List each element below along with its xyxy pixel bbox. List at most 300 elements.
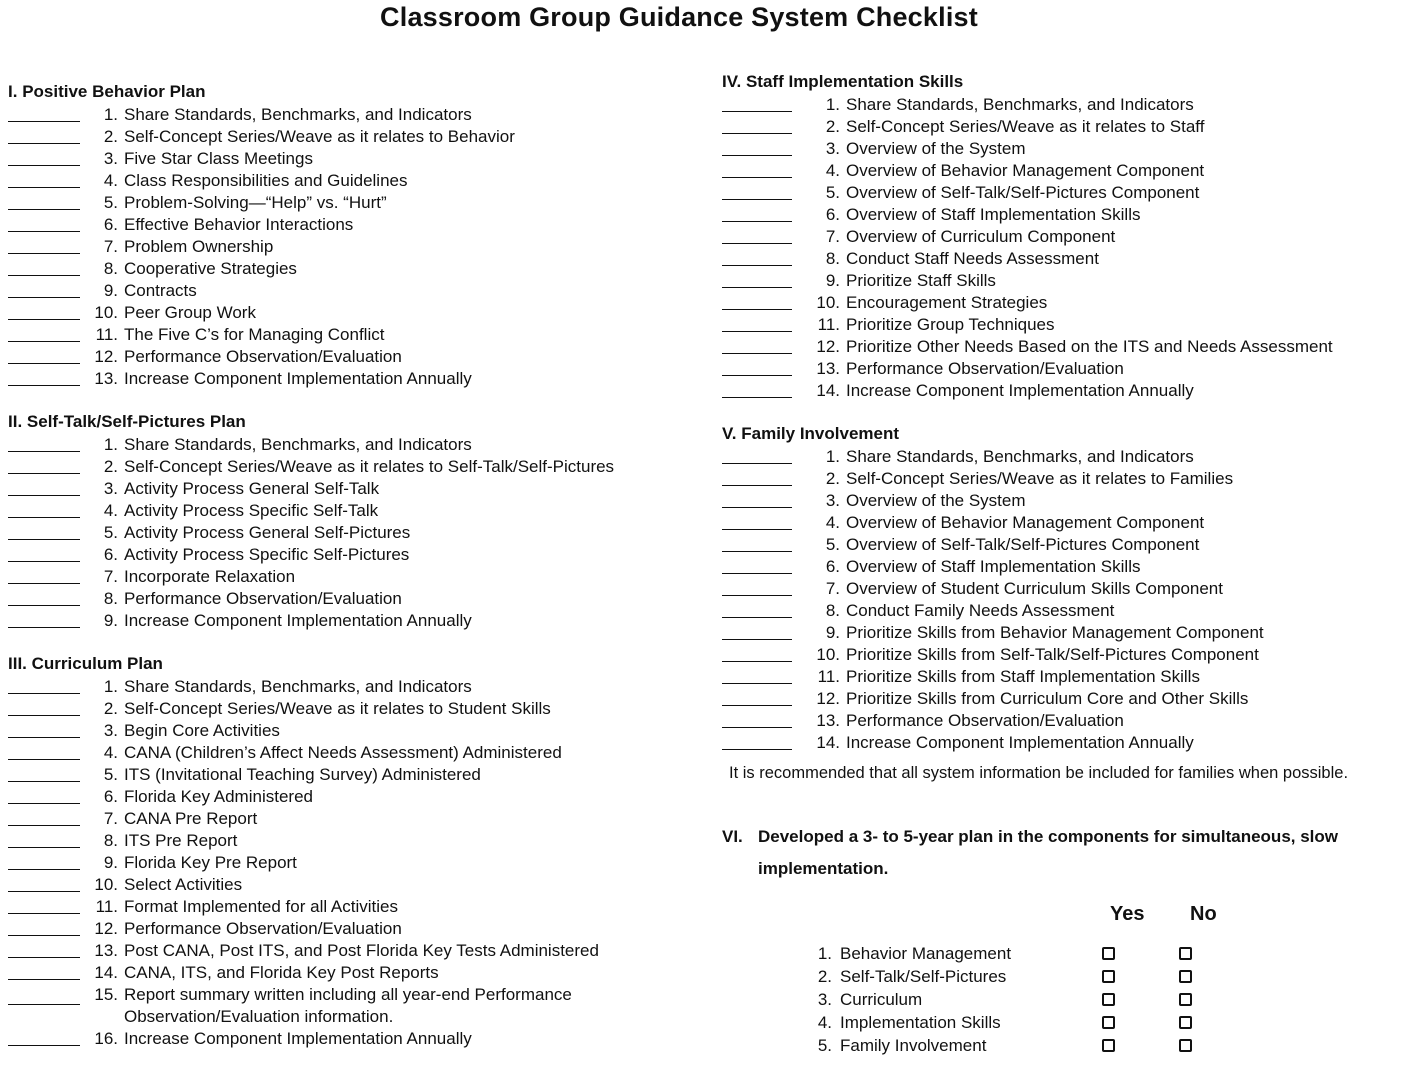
item-number: 3.	[825, 139, 840, 158]
blank-line[interactable]	[722, 97, 792, 112]
yes-checkbox[interactable]	[1102, 970, 1115, 983]
item-label: Self-Concept Series/Weave as it relates to Staff	[846, 117, 1205, 136]
item-label: Contracts	[124, 281, 197, 300]
item-label: Prioritize Skills from Behavior Management Component	[846, 623, 1264, 642]
checklist-item	[8, 214, 698, 236]
checklist-item	[722, 644, 1407, 666]
checklist-item	[8, 676, 698, 698]
item-number: 5.	[817, 1035, 832, 1055]
checklist-item	[722, 270, 1407, 292]
checklist-item	[722, 204, 1407, 226]
plan-heading	[722, 821, 1407, 885]
item-number: 16.	[94, 1029, 118, 1048]
checklist-item	[8, 874, 698, 896]
yes-checkbox[interactable]	[1102, 1016, 1115, 1029]
section-title: Self-Talk/Self-Pictures Plan	[26, 412, 246, 431]
item-number: 4.	[825, 513, 840, 532]
item-label: Performance Observation/Evaluation	[124, 347, 402, 366]
item-number: 1.	[825, 447, 840, 466]
checklist-item	[8, 104, 698, 126]
blank-line[interactable]	[8, 679, 80, 694]
checklist-item	[8, 962, 698, 984]
checklist-item	[722, 138, 1407, 160]
item-number: 12.	[816, 689, 840, 708]
item-label: CANA Pre Report	[124, 809, 258, 828]
blank-line[interactable]	[8, 767, 80, 782]
item-label: Prioritize Group Techniques	[846, 315, 1055, 334]
blank-line[interactable]	[8, 305, 80, 320]
item-number: 2.	[103, 127, 118, 146]
item-number: 14.	[94, 963, 118, 982]
no-checkbox[interactable]	[1179, 993, 1192, 1006]
item-number: 13.	[816, 359, 840, 378]
item-label: Cooperative Strategies	[124, 259, 297, 278]
section-numeral: VI.	[722, 827, 743, 846]
blank-line[interactable]	[722, 581, 792, 596]
blank-line[interactable]	[8, 173, 80, 188]
item-label: Overview of Student Curriculum Skills Component	[846, 579, 1223, 598]
item-number: 3.	[103, 479, 118, 498]
section-heading	[8, 652, 698, 676]
blank-line[interactable]	[8, 943, 80, 958]
item-number: 6.	[103, 215, 118, 234]
yes-no-list	[722, 942, 1407, 1057]
item-label: Performance Observation/Evaluation	[124, 919, 402, 938]
item-label: Self-Concept Series/Weave as it relates to Behavior	[124, 127, 515, 146]
item-number: 2.	[825, 469, 840, 488]
item-label: Performance Observation/Evaluation	[846, 711, 1124, 730]
no-checkbox[interactable]	[1179, 1016, 1192, 1029]
item-number: 10.	[816, 645, 840, 664]
item-label: Overview of Self-Talk/Self-Pictures Component	[846, 535, 1200, 554]
item-label: Share Standards, Benchmarks, and Indicators	[124, 435, 472, 454]
checklist-item	[8, 434, 698, 456]
blank-line[interactable]	[8, 327, 80, 342]
item-label: Share Standards, Benchmarks, and Indicators	[124, 677, 472, 696]
item-number: 13.	[816, 711, 840, 730]
blank-line[interactable]	[8, 833, 80, 848]
item-number: 14.	[816, 733, 840, 752]
blank-line[interactable]	[8, 745, 80, 760]
item-label: The Five C’s for Managing Conflict	[124, 325, 385, 344]
checklist-item	[8, 830, 698, 852]
blank-line[interactable]	[8, 811, 80, 826]
checklist-item	[722, 556, 1407, 578]
checklist-item	[8, 588, 698, 610]
item-label: Share Standards, Benchmarks, and Indicators	[124, 105, 472, 124]
yes-checkbox[interactable]	[1102, 947, 1115, 960]
checklist-item	[8, 610, 698, 632]
checklist-item	[8, 742, 698, 764]
blank-line[interactable]	[722, 229, 792, 244]
item-number: 8.	[103, 831, 118, 850]
checklist-item	[8, 720, 698, 742]
checklist-item	[8, 522, 698, 544]
yes-checkbox[interactable]	[1102, 993, 1115, 1006]
item-label: Self-Talk/Self-Pictures	[840, 966, 1007, 986]
item-label: Increase Component Implementation Annually	[124, 1029, 472, 1048]
checklist-item	[722, 248, 1407, 270]
checklist-item	[8, 852, 698, 874]
blank-line[interactable]	[8, 459, 80, 474]
blank-line[interactable]	[8, 921, 80, 936]
section-title: Curriculum Plan	[31, 654, 163, 673]
yes-no-row	[722, 965, 1407, 988]
item-number: 5.	[825, 183, 840, 202]
blank-line[interactable]	[8, 503, 80, 518]
blank-line[interactable]	[722, 317, 792, 332]
item-number: 7.	[103, 237, 118, 256]
blank-line[interactable]	[8, 371, 80, 386]
blank-line[interactable]	[8, 217, 80, 232]
section-heading	[8, 410, 698, 434]
blank-line[interactable]	[8, 613, 80, 628]
blank-line[interactable]	[722, 119, 792, 134]
item-number: 5.	[825, 535, 840, 554]
no-checkbox[interactable]	[1179, 970, 1192, 983]
blank-line[interactable]	[722, 735, 792, 750]
blank-line[interactable]	[722, 647, 792, 662]
item-number: 2.	[825, 117, 840, 136]
checklist-item	[8, 170, 698, 192]
blank-line[interactable]	[722, 603, 792, 618]
checklist-item	[8, 500, 698, 522]
checklist-item	[722, 688, 1407, 710]
item-label: Problem-Solving—“Help” vs. “Hurt”	[124, 193, 387, 212]
checklist-item	[722, 116, 1407, 138]
item-label: Overview of Staff Implementation Skills	[846, 557, 1141, 576]
item-label: Performance Observation/Evaluation	[846, 359, 1124, 378]
blank-line[interactable]	[8, 239, 80, 254]
item-label: Prioritize Staff Skills	[846, 271, 996, 290]
blank-line[interactable]	[722, 625, 792, 640]
page-title: Classroom Group Guidance System Checklist	[380, 2, 978, 32]
blank-line[interactable]	[722, 383, 792, 398]
item-number: 6.	[103, 545, 118, 564]
item-label: Overview of Behavior Management Component	[846, 513, 1205, 532]
item-number: 11.	[95, 897, 118, 916]
item-label: Peer Group Work	[124, 303, 256, 322]
item-label: Increase Component Implementation Annually	[124, 611, 472, 630]
item-number: 8.	[103, 589, 118, 608]
checklist-item	[8, 280, 698, 302]
item-label: Select Activities	[124, 875, 243, 894]
yes-no-row	[722, 988, 1407, 1011]
checklist-item	[722, 578, 1407, 600]
blank-line[interactable]	[722, 163, 792, 178]
item-label: Overview of the System	[846, 491, 1026, 510]
blank-line[interactable]	[8, 591, 80, 606]
blank-line[interactable]	[8, 547, 80, 562]
item-label: Share Standards, Benchmarks, and Indicators	[846, 95, 1194, 114]
blank-line[interactable]	[8, 899, 80, 914]
no-checkbox[interactable]	[1179, 1039, 1192, 1052]
blank-line[interactable]	[8, 569, 80, 584]
blank-line[interactable]	[8, 701, 80, 716]
checklist-item	[722, 534, 1407, 556]
item-number: 1.	[103, 435, 118, 454]
item-label: Activity Process Specific Self-Pictures	[124, 545, 410, 564]
section-heading	[722, 422, 1407, 446]
item-number: 5.	[103, 193, 118, 212]
checklist-curriculum	[8, 676, 698, 1050]
item-number: 12.	[94, 919, 118, 938]
item-label: Incorporate Relaxation	[124, 567, 296, 586]
blank-line[interactable]	[8, 151, 80, 166]
blank-line[interactable]	[8, 261, 80, 276]
blank-line[interactable]	[722, 339, 792, 354]
item-label: Increase Component Implementation Annually	[846, 381, 1194, 400]
item-label: Prioritize Other Needs Based on the ITS and Needs Assessment	[846, 337, 1333, 356]
item-label: Self-Concept Series/Weave as it relates to Self-Talk/Self-Pictures	[124, 457, 615, 476]
section-numeral: III.	[8, 654, 27, 673]
blank-line[interactable]	[722, 669, 792, 684]
checklist-item	[8, 346, 698, 368]
blank-line[interactable]	[722, 713, 792, 728]
checklist-item	[8, 192, 698, 214]
checklist-item	[722, 732, 1407, 754]
blank-line[interactable]	[8, 107, 80, 122]
item-label: ITS Pre Report	[124, 831, 238, 850]
blank-line[interactable]	[8, 283, 80, 298]
checklist-item	[8, 896, 698, 918]
item-label: Conduct Staff Needs Assessment	[846, 249, 1099, 268]
item-label: Class Responsibilities and Guidelines	[124, 171, 408, 190]
checklist-item	[722, 490, 1407, 512]
item-label: Increase Component Implementation Annually	[124, 369, 472, 388]
item-number: 3.	[817, 989, 832, 1009]
section-title: Developed a 3- to 5-year plan in the components for simultaneous, slow implementation.	[758, 827, 1339, 878]
checklist-item	[8, 918, 698, 940]
item-number: 8.	[825, 249, 840, 268]
blank-line[interactable]	[722, 295, 792, 310]
blank-line[interactable]	[8, 789, 80, 804]
item-label: Encouragement Strategies	[846, 293, 1048, 312]
section-heading	[722, 70, 1407, 94]
checklist-item	[8, 478, 698, 500]
blank-line[interactable]	[8, 877, 80, 892]
checklist-family-involvement	[722, 446, 1407, 754]
item-number: 11.	[817, 315, 840, 334]
item-number: 6.	[825, 557, 840, 576]
section-title: Positive Behavior Plan	[22, 82, 206, 101]
checklist-item	[8, 148, 698, 170]
blank-line[interactable]	[8, 855, 80, 870]
blank-line[interactable]	[722, 691, 792, 706]
checklist-positive-behavior	[8, 104, 698, 390]
checklist-item	[8, 566, 698, 588]
checklist-item	[8, 302, 698, 324]
blank-line[interactable]	[722, 361, 792, 376]
item-number: 10.	[94, 303, 118, 322]
item-label: Effective Behavior Interactions	[124, 215, 354, 234]
item-number: 10.	[816, 293, 840, 312]
checklist-item	[722, 666, 1407, 688]
blank-line[interactable]	[722, 251, 792, 266]
blank-line[interactable]	[8, 1031, 80, 1046]
item-number: 12.	[816, 337, 840, 356]
checklist-item	[8, 786, 698, 808]
item-number: 3.	[825, 491, 840, 510]
item-number: 12.	[94, 347, 118, 366]
section-heading	[8, 80, 698, 104]
item-number: 9.	[825, 623, 840, 642]
blank-line[interactable]	[722, 207, 792, 222]
blank-line[interactable]	[722, 515, 792, 530]
blank-line[interactable]	[722, 537, 792, 552]
blank-line[interactable]	[8, 437, 80, 452]
checklist-item	[722, 380, 1407, 402]
item-number: 9.	[103, 281, 118, 300]
item-label: ITS (Invitational Teaching Survey) Administered	[124, 765, 481, 784]
item-label: Implementation Skills	[840, 1012, 1001, 1032]
blank-line[interactable]	[722, 559, 792, 574]
item-number: 7.	[825, 579, 840, 598]
blank-line[interactable]	[722, 493, 792, 508]
yes-checkbox[interactable]	[1102, 1039, 1115, 1052]
section-numeral: I.	[8, 82, 18, 101]
item-label: Activity Process General Self-Talk	[124, 479, 380, 498]
item-label: Florida Key Pre Report	[124, 853, 297, 872]
item-label: Overview of Staff Implementation Skills	[846, 205, 1141, 224]
checklist-item	[722, 446, 1407, 468]
blank-line[interactable]	[722, 141, 792, 156]
yes-no-header	[1110, 903, 1407, 926]
item-number: 4.	[103, 171, 118, 190]
item-number: 3.	[103, 149, 118, 168]
checklist-item	[8, 126, 698, 148]
item-label: Overview of the System	[846, 139, 1026, 158]
item-number: 9.	[825, 271, 840, 290]
section-title: Family Involvement	[741, 424, 900, 443]
item-label: Overview of Self-Talk/Self-Pictures Component	[846, 183, 1200, 202]
item-label: Prioritize Skills from Staff Implementation Skills	[846, 667, 1200, 686]
item-number: 4.	[103, 743, 118, 762]
item-number: 6.	[103, 787, 118, 806]
checklist-item	[8, 368, 698, 390]
checklist-item	[8, 764, 698, 786]
checklist-item	[8, 544, 698, 566]
item-number: 2.	[817, 966, 832, 986]
item-label: Performance Observation/Evaluation	[124, 589, 402, 608]
blank-line[interactable]	[722, 185, 792, 200]
item-number: 15.	[94, 985, 118, 1004]
item-label: CANA (Children’s Affect Needs Assessment) Administered	[124, 743, 562, 762]
item-number: 3.	[103, 721, 118, 740]
blank-line[interactable]	[8, 990, 80, 1005]
checklist-item	[8, 698, 698, 720]
checklist-item	[722, 600, 1407, 622]
checklist-item	[722, 512, 1407, 534]
item-label: Overview of Curriculum Component	[846, 227, 1116, 246]
blank-line[interactable]	[8, 723, 80, 738]
yes-no-row	[722, 942, 1407, 965]
left-column	[8, 80, 698, 1050]
item-label: Increase Component Implementation Annually	[846, 733, 1194, 752]
yes-column-header: Yes	[1110, 903, 1145, 925]
item-number: 1.	[103, 105, 118, 124]
item-label: Overview of Behavior Management Component	[846, 161, 1205, 180]
blank-line[interactable]	[8, 525, 80, 540]
item-number: 1.	[825, 95, 840, 114]
item-number: 4.	[817, 1012, 832, 1032]
section-title: Staff Implementation Skills	[745, 72, 964, 91]
blank-line[interactable]	[722, 449, 792, 464]
blank-line[interactable]	[8, 195, 80, 210]
item-label: Conduct Family Needs Assessment	[846, 601, 1115, 620]
checklist-item	[8, 1028, 698, 1050]
item-number: 6.	[825, 205, 840, 224]
item-number: 7.	[825, 227, 840, 246]
item-label: Problem Ownership	[124, 237, 274, 256]
no-checkbox[interactable]	[1179, 947, 1192, 960]
item-number: 1.	[817, 943, 832, 963]
blank-line[interactable]	[8, 965, 80, 980]
checklist-item	[8, 236, 698, 258]
item-number: 5.	[103, 765, 118, 784]
blank-line[interactable]	[8, 349, 80, 364]
item-number: 2.	[103, 457, 118, 476]
item-label: Behavior Management	[840, 943, 1012, 963]
item-number: 9.	[103, 853, 118, 872]
item-label: Share Standards, Benchmarks, and Indicators	[846, 447, 1194, 466]
blank-line[interactable]	[8, 129, 80, 144]
item-label: Post CANA, Post ITS, and Post Florida Key Tests Administered	[124, 941, 599, 960]
item-label: Report summary written including all year-end Performance Observation/Evaluation information.	[124, 985, 572, 1026]
item-number: 5.	[103, 523, 118, 542]
checklist-item	[8, 258, 698, 280]
section-numeral: IV.	[722, 72, 742, 91]
checklist-item	[8, 940, 698, 962]
item-number: 4.	[103, 501, 118, 520]
item-number: 1.	[103, 677, 118, 696]
checklist-item	[722, 292, 1407, 314]
item-number: 8.	[103, 259, 118, 278]
checklist-item	[722, 710, 1407, 732]
item-label: Florida Key Administered	[124, 787, 313, 806]
checklist-item	[722, 336, 1407, 358]
checklist-item	[722, 314, 1407, 336]
checklist-item	[8, 324, 698, 346]
checklist-item	[722, 468, 1407, 490]
checklist-item	[8, 984, 698, 1028]
item-label: Prioritize Skills from Self-Talk/Self-Pictures Component	[846, 645, 1259, 664]
checklist-item	[722, 94, 1407, 116]
item-label: Self-Concept Series/Weave as it relates to Student Skills	[124, 699, 551, 718]
checklist-item	[722, 160, 1407, 182]
item-label: Begin Core Activities	[124, 721, 280, 740]
item-number: 2.	[103, 699, 118, 718]
item-number: 11.	[95, 325, 118, 344]
item-number: 7.	[103, 567, 118, 586]
item-number: 13.	[94, 941, 118, 960]
item-label: Five Star Class Meetings	[124, 149, 313, 168]
item-label: Activity Process General Self-Pictures	[124, 523, 411, 542]
item-label: CANA, ITS, and Florida Key Post Reports	[124, 963, 439, 982]
item-label: Activity Process Specific Self-Talk	[124, 501, 379, 520]
item-number: 11.	[817, 667, 840, 686]
checklist-self-talk	[8, 434, 698, 632]
item-label: Self-Concept Series/Weave as it relates to Families	[846, 469, 1234, 488]
section-numeral: V.	[722, 424, 737, 443]
item-label: Curriculum	[840, 989, 923, 1009]
blank-line[interactable]	[8, 481, 80, 496]
blank-line[interactable]	[722, 471, 792, 486]
checklist-item	[8, 808, 698, 830]
yes-no-row	[722, 1034, 1407, 1057]
blank-line[interactable]	[722, 273, 792, 288]
no-column-header: No	[1190, 903, 1217, 925]
